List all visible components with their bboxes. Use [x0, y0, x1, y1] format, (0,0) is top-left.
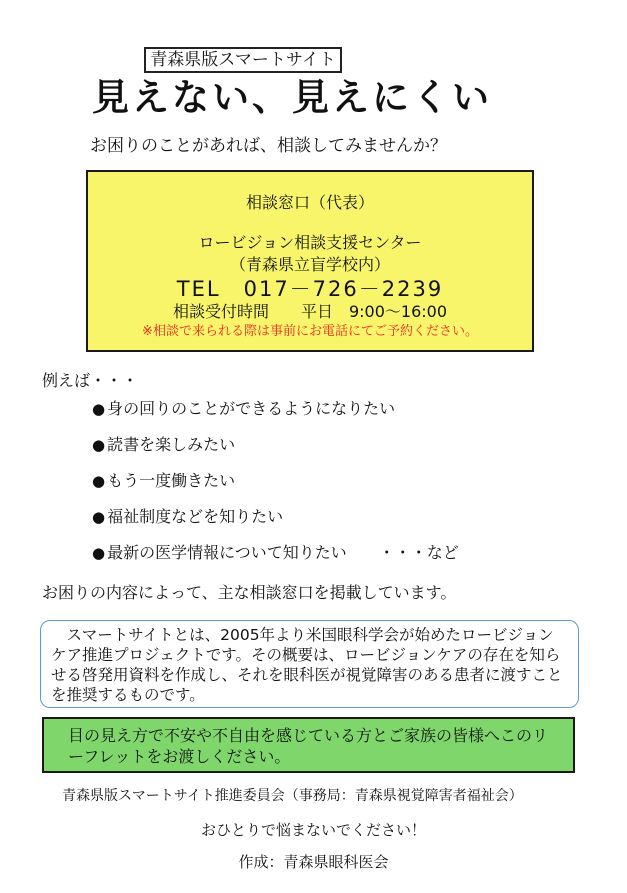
contact-phone[interactable]: TEL 017－726－2239	[176, 277, 444, 301]
examples-label: 例えば・・・	[42, 371, 139, 390]
list-item	[92, 506, 459, 542]
author-credit: 作成：青森県眼科医会	[238, 853, 389, 871]
bullet-icon: ●	[92, 436, 106, 454]
contact-note: ※相談で来られる際は事前にお電話にてご予約ください。	[142, 324, 478, 339]
list-item	[92, 434, 459, 470]
example-text: 最新の医学情報について知りたい ・・・など	[107, 543, 459, 562]
bullet-icon: ●	[92, 400, 106, 418]
coverage-text: お困りの内容によって、主な相談窓口を掲載しています。	[42, 583, 457, 602]
committee-credit: 青森県版スマートサイト推進委員会（事務局：青森県視覚障害者福祉会）	[62, 788, 523, 804]
page-title: 見えない、見えにくい	[92, 76, 492, 119]
bullet-icon: ●	[92, 472, 106, 490]
list-item	[92, 542, 459, 578]
example-text: 身の回りのことができるようになりたい	[107, 399, 396, 418]
list-item	[92, 470, 459, 506]
contact-hours: 相談受付時間 平日 9:00～16:00	[172, 302, 448, 321]
header-badge: 青森県版スマートサイト	[144, 47, 342, 73]
example-text: 読書を楽しみたい	[107, 435, 236, 454]
smart-sight-description: スマートサイトとは、2005年より米国眼科学会が始めたロービジョンケア推進プロジェクトです。その概要は、ロービジョンケアの存在を知らせる啓発用資料を作成し、それを眼科医が視覚障害のある患者に渡すことを推奨するものです。	[40, 620, 579, 708]
contact-center-name: ロービジョン相談支援センター	[198, 233, 422, 252]
closing-message: おひとりで悩まないでください！	[200, 821, 426, 839]
examples-list	[92, 398, 459, 578]
contact-box	[86, 170, 534, 352]
bullet-icon: ●	[92, 508, 106, 526]
bullet-icon: ●	[92, 544, 106, 562]
contact-heading: 相談窓口（代表）	[245, 193, 374, 212]
example-text: 福祉制度などを知りたい	[107, 507, 284, 526]
list-item	[92, 398, 459, 434]
example-text: もう一度働きたい	[107, 471, 236, 490]
contact-school: （青森県立盲学校内）	[229, 255, 390, 274]
intro-text: お困りのことがあれば、相談してみませんか？	[90, 136, 447, 156]
leaflet-message-box: 目の見え方で不安や不自由を感じている方とご家族の皆様へこのリーフレットをお渡しください。	[42, 717, 575, 773]
